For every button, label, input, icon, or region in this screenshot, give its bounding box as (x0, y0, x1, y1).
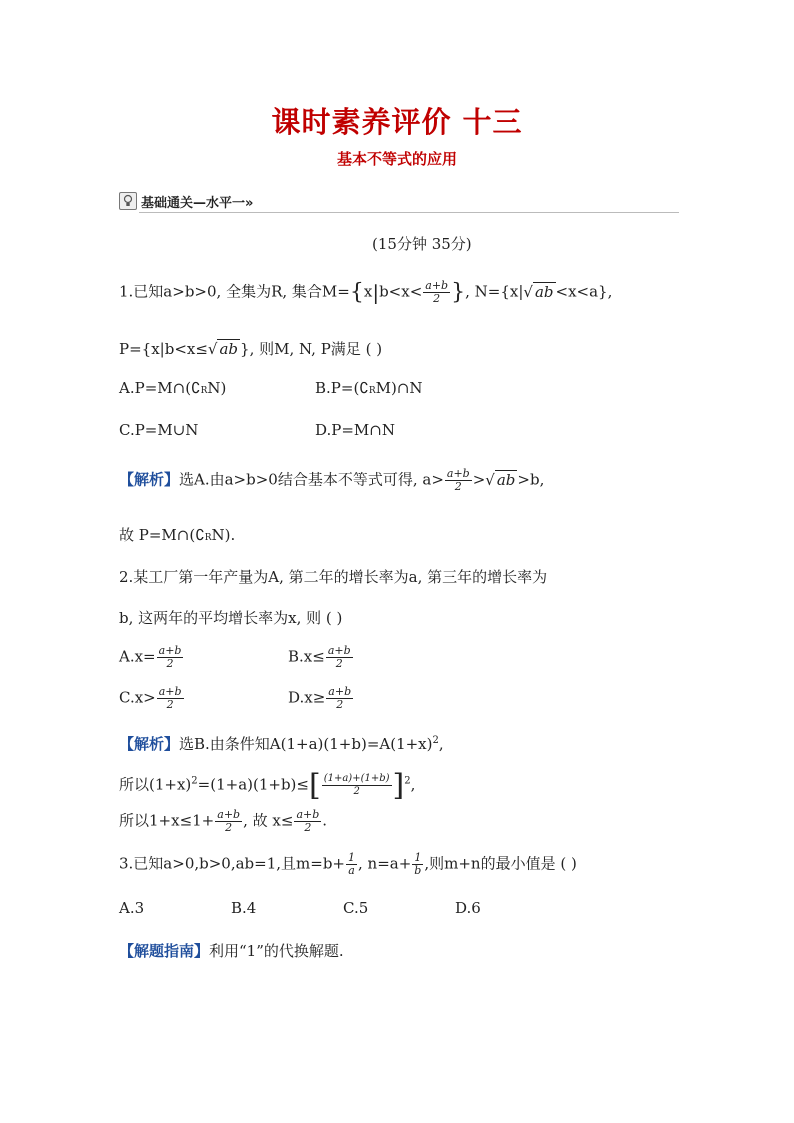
time-note: (15分钟 35分) (372, 235, 472, 253)
fraction: $\frac{1}{a}$ (348, 851, 356, 877)
q3-option-a: A.3 (119, 899, 145, 917)
fraction: $\frac{(1+a)+(1+b)}{2}$ (323, 773, 390, 797)
sqrt: √ ab (485, 470, 516, 489)
q3-hint: 【解题指南】利用“1”的代换解题. (119, 942, 344, 960)
q2-analysis-line2: 所以$(1+x)^2=(1+a)(1+b)\le$[ $\frac{(1+a)+(1+b)}{2}$ ]$^2$, (119, 768, 416, 803)
q2-option-d: D.x≥ $\frac{a+b}{2}$ (288, 685, 352, 711)
q2-stem-line2: b, 这两年的平均增长率为x, 则 ( ) (119, 609, 343, 627)
page-title: 课时素养评价 十三 (271, 105, 523, 139)
section-rule (139, 212, 679, 213)
page-subtitle: 基本不等式的应用 (336, 150, 457, 168)
fraction: $\frac{a+b}{2}$ (296, 808, 320, 834)
q1-option-d: D.P=M∩N (315, 421, 395, 439)
q1-stem: 1.已知a>b>0, 全集为R, 集合M={x|b<x< $\frac{a+b}{2}$ }, N={x|√ ab <x<a}, (119, 279, 613, 305)
sqrt: √ ab (523, 282, 554, 301)
q2-stem: 2.某工厂第一年产量为A, 第二年的增长率为a, 第三年的增长率为 (119, 568, 548, 586)
fraction: $\frac{a+b}{2}$ (327, 644, 351, 670)
q2-option-a: A.x= $\frac{a+b}{2}$ (119, 644, 182, 670)
fraction: $\frac{a+b}{2}$ (217, 808, 241, 834)
q1-option-a: A.P=M∩(∁RN) (119, 379, 227, 397)
q2-option-b: B.x≤ $\frac{a+b}{2}$ (288, 644, 351, 670)
q1-analysis-line2: 故 P=M∩(∁RN). (119, 526, 236, 544)
fraction: $\frac{a+b}{2}$ (425, 279, 449, 305)
q3-option-b: B.4 (231, 899, 257, 917)
q2-option-c: C.x> $\frac{a+b}{2}$ (119, 685, 182, 711)
q1-option-b: B.P=(∁RM)∩N (315, 379, 423, 397)
q1-option-c: C.P=M∪N (119, 421, 199, 439)
q3-option-c: C.5 (343, 899, 369, 917)
q3-stem: 3.已知a>0,b>0,ab=1,且m=b+ $\frac{1}{a}$ , n=a+ $\frac{1}{b}$ ,则m+n的最小值是 ( ) (119, 851, 577, 877)
fraction: $\frac{a+b}{2}$ (158, 644, 182, 670)
section-header (119, 190, 679, 214)
fraction: $\frac{a+b}{2}$ (446, 467, 470, 493)
sqrt: √ ab (207, 340, 239, 358)
q1-analysis: 【解析】选A.由a>b>0结合基本不等式可得, a> $\frac{a+b}{2}$ >√ ab >b, (119, 467, 545, 493)
fraction: $\frac{1}{b}$ (414, 851, 422, 877)
q2-analysis-line3: 所以1+x≤1+ $\frac{a+b}{2}$ , 故 x≤ $\frac{a+b}{2}$ . (119, 808, 328, 834)
q3-option-d: D.6 (455, 899, 481, 917)
fraction: $\frac{a+b}{2}$ (328, 685, 352, 711)
section-arrow: » (245, 196, 254, 211)
section-label: 基础通关—水平一 (141, 196, 246, 211)
q1-stem-line2: P={x|b<x≤√ ab }, 则M, N, P满足 ( ) (119, 340, 383, 358)
fraction: $\frac{a+b}{2}$ (158, 685, 182, 711)
lightbulb-icon (119, 192, 137, 210)
q2-analysis: 【解析】选B.由条件知$A(1+a)(1+b)=A(1+x)^2$, (119, 735, 444, 753)
